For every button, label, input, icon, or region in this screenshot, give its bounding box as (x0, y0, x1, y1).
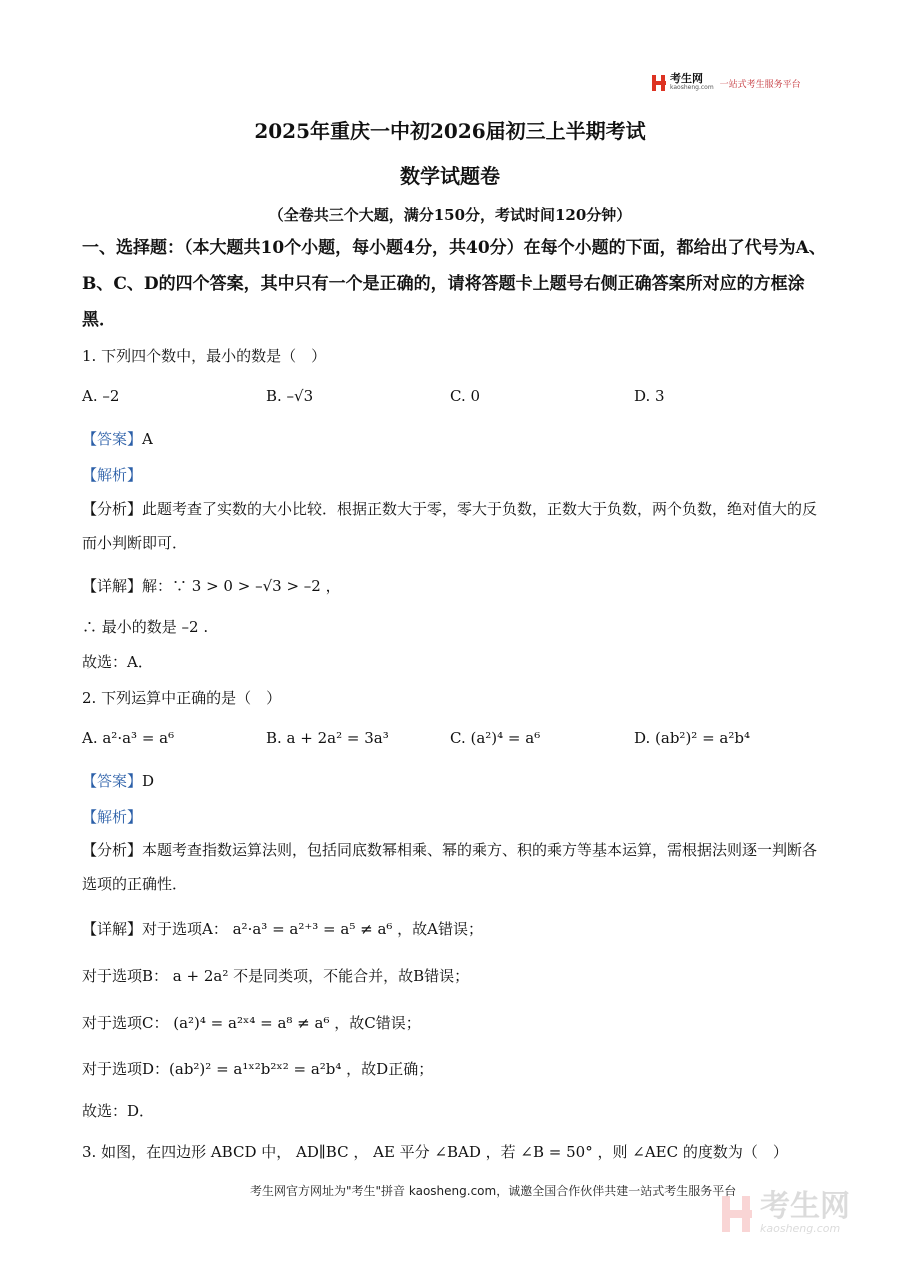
detail-text: 解：∵ 3 > 0 > –√3 > –2 ， (142, 577, 341, 595)
q2-detail-b: 对于选项B： a + 2a² 不是同类项，不能合并，故B错误； (82, 967, 470, 985)
q2-option-c: C. (a²)⁴ = a⁶ (450, 729, 541, 747)
fenxi-tag: 【分析】 (82, 841, 143, 859)
q1-option-a: A. –2 (82, 387, 120, 405)
q2-choose: 故选：D． (82, 1102, 155, 1120)
q1-answer (82, 428, 153, 449)
detail-text: 对于选项A： a²·a³ = a²⁺³ = a⁵ ≠ a⁶ ，故A错误； (142, 920, 484, 938)
exam-title: 2025年重庆一中初2026届初三上半期考试 (254, 119, 646, 143)
exam-subtitle: 数学试题卷 (400, 164, 500, 188)
q2-detail-a (82, 918, 483, 939)
fenxi-text: 本题考查指数运算法则，包括同底数幂相乘、幂的乘方、积的乘方等基本运算，需根据法则逐一判断各选项的正确性． (82, 841, 818, 893)
q2-detail-d: 对于选项D：(ab²)² = a¹ˣ²b²ˣ² = a²b⁴ ，故D正确； (82, 1060, 434, 1078)
q1-detail (82, 575, 341, 596)
q2-option-d: D. (ab²)² = a²b⁴ (634, 729, 750, 747)
section-heading: 一、选择题：（本大题共10个小题，每小题4分，共40分）在每个小题的下面，都给出了代号为A、B、C、D的四个答案，其中只有一个是正确的，请将答题卡上题号右侧正确答案所对应的方框涂黑． (82, 238, 826, 330)
logo-domain: kaosheng.com (670, 84, 714, 91)
q1-choose: 故选：A． (82, 653, 153, 671)
fenxi-tag: 【分析】 (82, 500, 143, 518)
footer-text: 考生网官方网址为"考生"拼音 kaosheng.com，诚邀全国合作伙伴共建一站式考生服务平台 (250, 1184, 737, 1198)
q2-answer (82, 770, 154, 791)
q1-conclusion: ∴ 最小的数是 –2 . (82, 618, 209, 636)
watermark (720, 1189, 850, 1235)
q2-option-a: A. a²·a³ = a⁶ (82, 729, 175, 747)
exam-note: （全卷共三个大题，满分150分，考试时间120分钟） (268, 206, 632, 224)
answer-tag: 【答案】 (82, 430, 143, 448)
logo-slogan: 一站式考生服务平台 (719, 79, 801, 90)
answer-value: A (142, 430, 153, 448)
q1-option-b: B. –√3 (266, 387, 314, 405)
detail-tag: 【详解】 (82, 577, 143, 595)
fenxi-text: 此题考查了实数的大小比较．根据正数大于零，零大于负数，正数大于负数，两个负数，绝对值大的反而小判断即可． (82, 500, 818, 552)
watermark-icon (720, 1194, 754, 1234)
q2-detail-c: 对于选项C： (a²)⁴ = a²ˣ⁴ = a⁸ ≠ a⁶ ，故C错误； (82, 1014, 421, 1032)
q2-fenxi (82, 833, 822, 901)
answer-value: D (142, 772, 155, 790)
q2-analysis-tag: 【解析】 (82, 808, 143, 826)
q1-stem: 1. 下列四个数中，最小的数是（ ） (82, 347, 327, 365)
watermark-brand: 考生网 (760, 1189, 850, 1224)
logo-icon (652, 75, 666, 91)
q2-stem: 2. 下列运算中正确的是（ ） (82, 689, 282, 707)
watermark-domain: kaosheng.com (760, 1222, 841, 1235)
answer-tag: 【答案】 (82, 772, 143, 790)
q1-option-c: C. 0 (450, 387, 481, 405)
q1-analysis-tag: 【解析】 (82, 466, 143, 484)
q3-stem: 3. 如图，在四边形 ABCD 中， AD∥BC ， AE 平分 ∠BAD ，若 ∠B = 50° ，则 ∠AEC 的度数为（ ） (82, 1143, 788, 1161)
q1-option-d: D. 3 (634, 387, 665, 405)
q1-fenxi (82, 492, 822, 560)
site-logo (652, 74, 801, 92)
logo-brand: 考生网 (670, 72, 703, 85)
q2-option-b: B. a + 2a² = 3a³ (266, 729, 389, 747)
detail-tag: 【详解】 (82, 920, 143, 938)
